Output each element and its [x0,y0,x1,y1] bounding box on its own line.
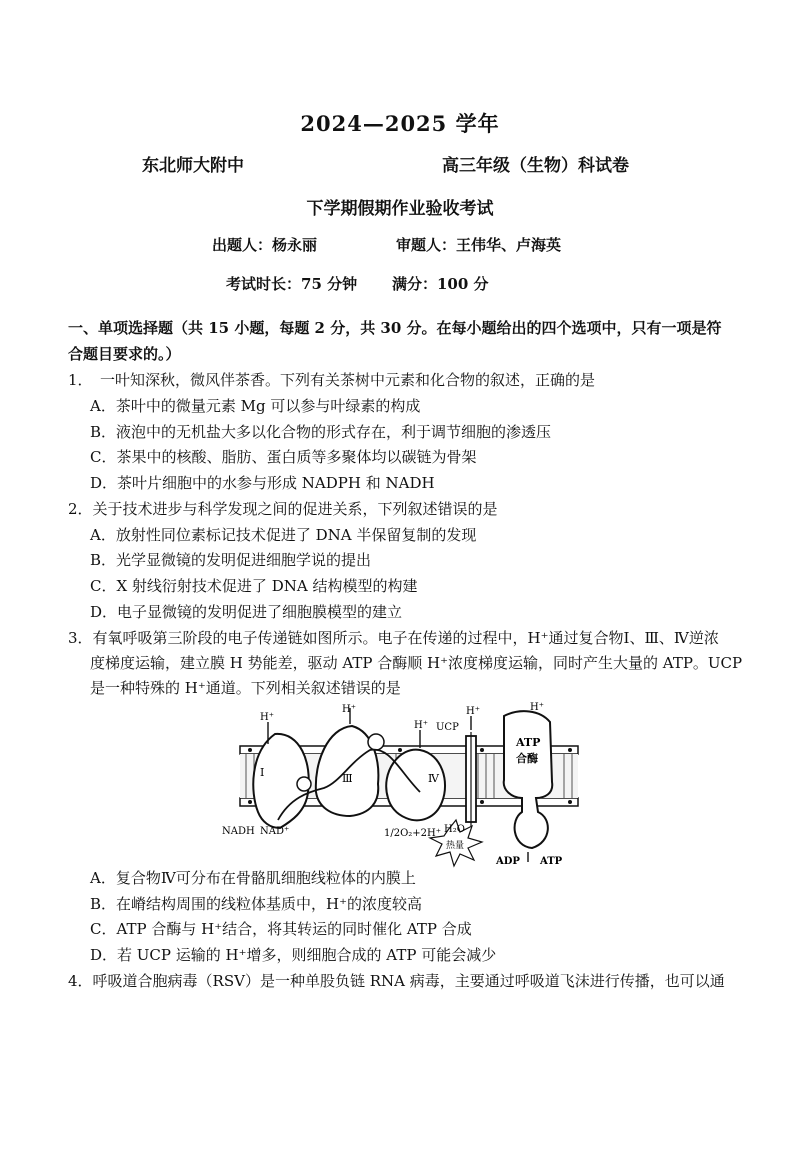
q3-stem-line1: 3．有氧呼吸第三阶段的电子传递链如图所示。电子在传递的过程中，H⁺通过复合物Ⅰ、Ⅲ、Ⅳ逆浓 [68,629,719,647]
q1-option-a: A．茶叶中的微量元素 Mg 可以参与叶绿素的构成 [90,397,421,415]
q3-option-d: D．若 UCP 运输的 H⁺增多，则细胞合成的 ATP 可能会减少 [90,946,497,964]
adp-label: ADP [496,856,520,867]
nad-label: NAD⁺ [260,826,290,837]
section-heading-line2: 合题目要求的。） [68,345,181,363]
school-name: 东北师大附中 [142,156,244,176]
q3-stem-line3: 是一种特殊的 H⁺通道。下列相关叙述错误的是 [90,679,401,697]
ucp-label: UCP [436,722,459,733]
nadh-label: NADH [222,826,255,837]
reviewer-label: 审题人： [396,236,457,254]
reviewer-names: 王伟华、卢海英 [456,236,562,254]
reviewer-info [396,234,561,255]
q2-stem: 2．关于技术进步与科学发现之间的促进关系，下列叙述错误的是 [68,500,498,518]
q3-stem-line2: 度梯度运输，建立膜 H 势能差，驱动 ATP 合酶顺 H⁺浓度梯度运输，同时产生大量的 ATP。UCP [90,654,743,672]
h-plus-label-1: H⁺ [260,712,274,723]
complex-3-label: Ⅲ [342,772,353,785]
atp-synthase-shape [504,711,553,848]
oxygen-label: 1/2O₂+2H⁺ [384,828,442,839]
grade-subject: 高三年级（生物）科试卷 [442,156,629,176]
electron-transport-chain-figure [220,702,590,870]
setter-name: 杨永丽 [272,236,318,254]
cytochrome-c [368,734,384,750]
q3-option-a: A．复合物Ⅳ可分布在骨骼肌细胞线粒体的内膜上 [90,869,416,887]
h-plus-label-3: H⁺ [414,720,428,731]
ubiquinone [297,777,311,791]
exam-duration: 考试时长：75 分钟 [226,275,358,293]
h-plus-label-4: H⁺ [466,706,480,717]
complex-1-label: Ⅰ [260,766,265,779]
q1-option-d: D．茶叶片细胞中的水参与形成 NADPH 和 NADH [90,474,435,492]
q3-option-b: B．在嵴结构周围的线粒体基质中，H⁺的浓度较高 [90,895,423,913]
h-plus-label-5: H⁺ [530,702,544,713]
setter-label: 出题人： [212,236,273,254]
heat-label: 热量 [446,841,465,851]
q1-stem: 1． 一叶知深秋，微风伴茶香。下列有关茶树中元素和化合物的叙述，正确的是 [68,371,596,389]
etc-diagram [220,702,590,870]
h-plus-label-2: H⁺ [342,704,356,715]
section-heading [68,315,748,367]
q2-option-c: C．X 射线衍射技术促进了 DNA 结构模型的构建 [90,577,418,595]
q1-option-b: B．液泡中的无机盐大多以化合物的形式存在，利于调节细胞的渗透压 [90,423,552,441]
q4-stem-line1: 4．呼吸道合胞病毒（RSV）是一种单股负链 RNA 病毒，主要通过呼吸道飞沫进行传播，也可以通 [68,972,725,990]
q2-option-d: D．电子显微镜的发明促进了细胞膜模型的建立 [90,603,403,621]
complex-4-label: Ⅳ [428,772,439,785]
atp-label: ATP [540,856,563,867]
q3-option-c: C．ATP 合酶与 H⁺结合，将其转运的同时催化 ATP 合成 [90,920,472,938]
section-heading-line1: 一、单项选择题（共 15 小题，每题 2 分，共 30 分。在每小题给出的四个选项中，只有一项是符 [68,319,722,337]
q2-option-b: B．光学显微镜的发明促进细胞学说的提出 [90,551,372,569]
exam-year-title: 2024—2025 学年 [300,111,500,136]
exam-full-score: 满分：100 分 [392,275,489,293]
atp-synthase-label: ATP [516,736,541,749]
setter-info [212,234,317,255]
q1-option-c: C．茶果中的核酸、脂肪、蛋白质等多聚体均以碳链为骨架 [90,448,477,466]
exam-name: 下学期假期作业验收考试 [306,199,494,219]
q2-option-a: A．放射性同位素标记技术促进了 DNA 半保留复制的发现 [90,526,477,544]
water-label: H₂O [444,824,465,835]
atp-synthase-label-2: 合酶 [516,752,538,765]
